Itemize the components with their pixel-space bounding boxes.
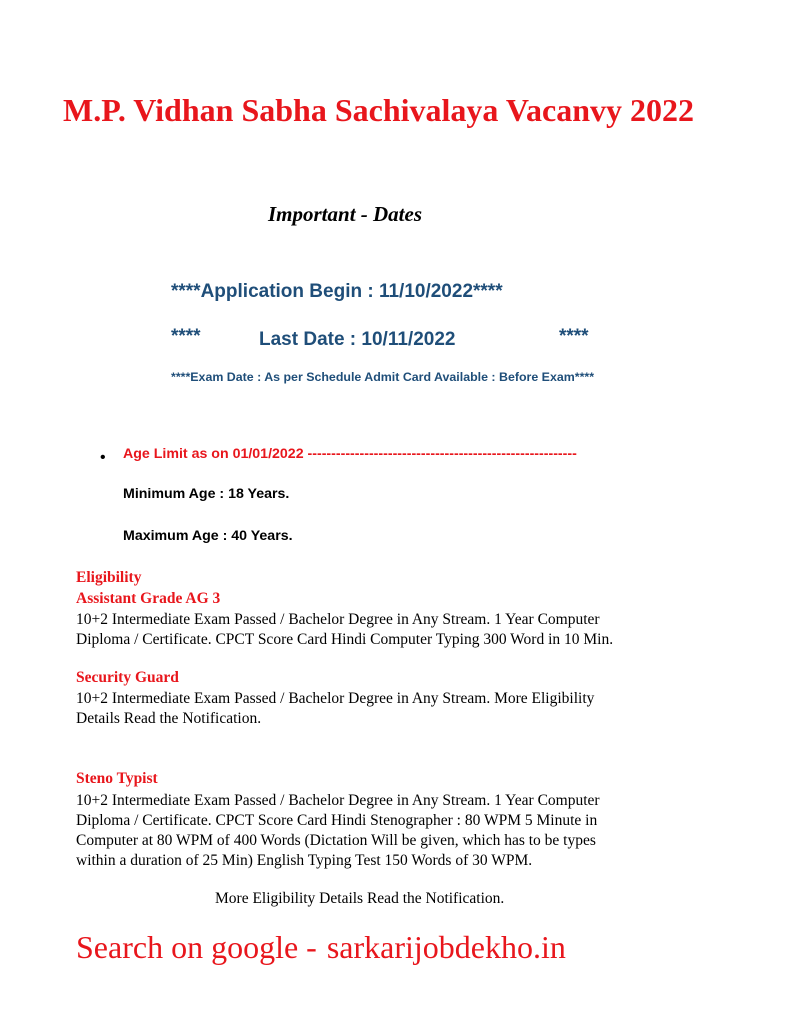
steno-typist-heading: Steno Typist xyxy=(76,770,158,787)
search-label: Search on google - xyxy=(76,929,317,965)
last-date-left-stars: **** xyxy=(171,326,201,347)
last-date-right-stars: **** xyxy=(559,326,589,347)
steno-typist-text-line: 10+2 Intermediate Exam Passed / Bachelor Degree in Any Stream. 1 Year Computer xyxy=(76,792,600,809)
last-date: Last Date : 10/11/2022 xyxy=(259,329,456,350)
bullet-icon: • xyxy=(100,449,106,466)
security-guard-text-line: Details Read the Notification. xyxy=(76,710,262,727)
assistant-grade-text-line: 10+2 Intermediate Exam Passed / Bachelor Degree in Any Stream. 1 Year Computer xyxy=(76,611,600,628)
security-guard-heading: Security Guard xyxy=(76,669,179,686)
more-eligibility-note: More Eligibility Details Read the Notification. xyxy=(215,890,505,907)
site-name: sarkarijobdekho.in xyxy=(326,929,566,965)
steno-typist-text-line: Diploma / Certificate. CPCT Score Card Hindi Stenographer : 80 WPM 5 Minute in xyxy=(76,812,598,829)
steno-typist-text-line: within a duration of 25 Min) English Typing Test 150 Words of 30 WPM. xyxy=(76,852,533,869)
maximum-age: Maximum Age : 40 Years. xyxy=(123,528,293,544)
page-title: M.P. Vidhan Sabha Sachivalaya Vacanvy 2022 xyxy=(63,92,694,128)
application-begin-date: ****Application Begin : 11/10/2022**** xyxy=(171,281,503,302)
age-limit-heading: Age Limit as on 01/01/2022 --------------------------------------------------------- xyxy=(123,446,577,462)
eligibility-heading: Eligibility xyxy=(76,569,142,586)
steno-typist-text-line: Computer at 80 WPM of 400 Words (Dictation Will be given, which has to be types xyxy=(76,832,596,849)
exam-date: ****Exam Date : As per Schedule Admit Card Available : Before Exam**** xyxy=(171,370,595,384)
last-date-row xyxy=(171,326,611,352)
assistant-grade-heading: Assistant Grade AG 3 xyxy=(76,590,221,607)
important-dates-heading: Important - Dates xyxy=(268,202,423,226)
minimum-age: Minimum Age : 18 Years. xyxy=(123,486,290,502)
search-footer xyxy=(76,929,566,966)
assistant-grade-text-line: Diploma / Certificate. CPCT Score Card Hindi Computer Typing 300 Word in 10 Min. xyxy=(76,631,614,648)
security-guard-text-line: 10+2 Intermediate Exam Passed / Bachelor Degree in Any Stream. More Eligibility xyxy=(76,690,595,707)
